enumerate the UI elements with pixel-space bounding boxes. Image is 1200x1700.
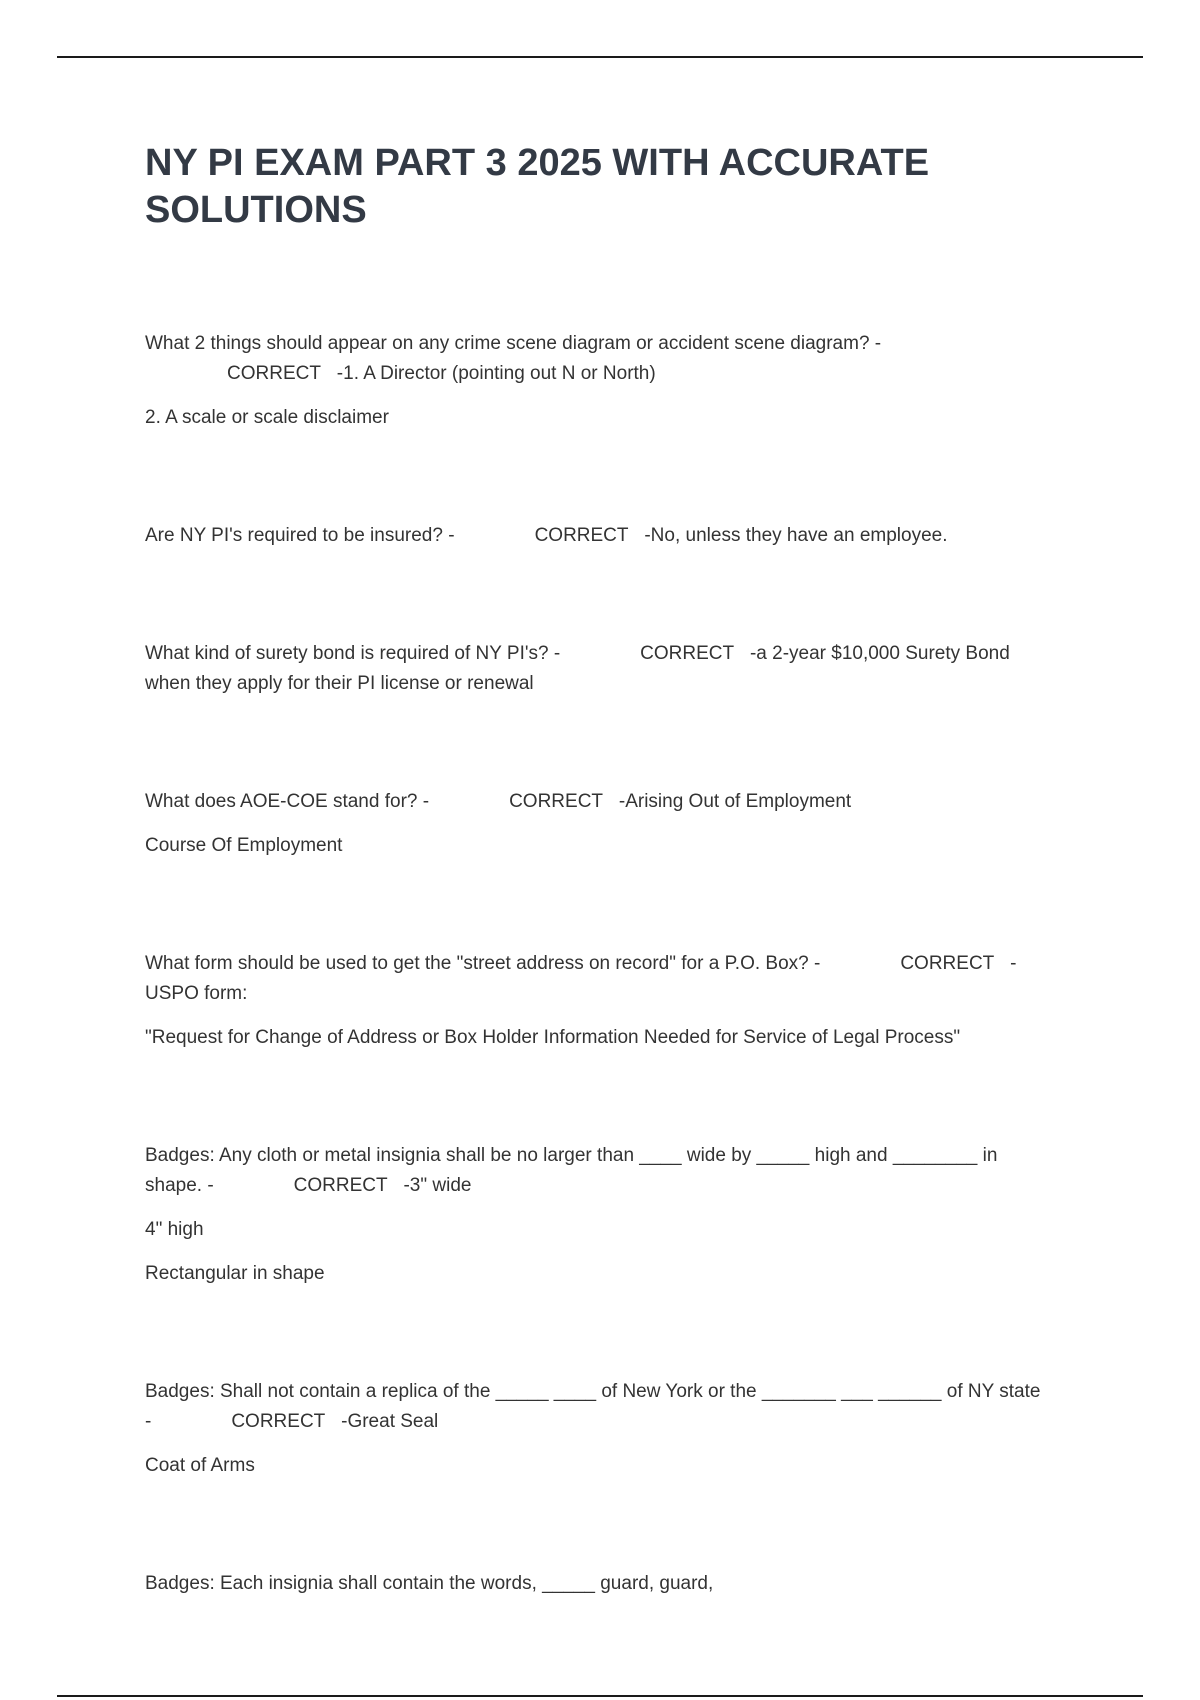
answer-line: USPO form: [145,983,248,1004]
question-text: shape. - CORRECT -3" wide [145,1171,1095,1201]
qa-item [145,521,1095,551]
document-body [145,140,1095,1657]
answer-text: - [1010,953,1017,974]
qa-item [145,949,1095,1053]
qa-item [145,1141,1095,1289]
correct-label: CORRECT [293,1175,388,1196]
qa-item [145,329,1095,433]
answer-line: when they apply for their PI license or renewal [145,673,534,694]
correct-label: CORRECT [227,363,321,384]
answer-text: -Arising Out of Employment [618,791,852,812]
answer-line: "Request for Change of Address or Box Holder Information Needed for Service of Legal Process" [145,1027,961,1048]
correct-label: CORRECT [900,953,995,974]
question-text: Badges: Shall not contain a replica of the _____ ____ of New York or the _______ ___ ______ of NY state [145,1381,1041,1402]
answer-line [145,359,1095,389]
qa-item [145,787,1095,861]
answer-line: Rectangular in shape [145,1263,325,1284]
answer-text: -3" wide [403,1175,472,1196]
footer-rule [57,1695,1143,1697]
title-line-2: SOLUTIONS [145,189,367,231]
answer-line: 4" high [145,1219,204,1240]
correct-label: CORRECT [534,525,629,546]
question-text: Badges: Each insignia shall contain the words, _____ guard, guard, [145,1573,714,1594]
header-rule [57,56,1143,58]
correct-label: CORRECT [509,791,604,812]
answer-text: -a 2-year $10,000 Surety Bond [749,643,1010,664]
question-text: What does AOE-COE stand for? - CORRECT -Arising Out of Employment [145,787,1095,817]
qa-item [145,1569,1095,1599]
correct-label: CORRECT [231,1411,326,1432]
question-text: What kind of surety bond is required of NY PI's? - CORRECT -a 2-year $10,000 Surety Bond [145,639,1095,669]
document-title [145,140,1095,234]
question-text: Badges: Any cloth or metal insignia shall be no larger than ____ wide by _____ high and ________ in [145,1145,998,1166]
qa-item [145,1377,1095,1481]
question-text: - CORRECT -Great Seal [145,1407,1095,1437]
qa-item [145,639,1095,699]
answer-line: Coat of Arms [145,1455,255,1476]
correct-label: CORRECT [640,643,735,664]
answer-text: -No, unless they have an employee. [644,525,948,546]
question-text: What form should be used to get the "street address on record" for a P.O. Box? - CORRECT - [145,949,1095,979]
answer-text: -1. A Director (pointing out N or North) [336,363,656,384]
answer-line: 2. A scale or scale disclaimer [145,407,389,428]
question-text: What 2 things should appear on any crime scene diagram or accident scene diagram? - [145,333,882,354]
answer-text: -Great Seal [341,1411,439,1432]
answer-line: Course Of Employment [145,835,343,856]
question-text: Are NY PI's required to be insured? - CORRECT -No, unless they have an employee. [145,521,1095,551]
title-line-1: NY PI EXAM PART 3 2025 WITH ACCURATE [145,142,930,184]
